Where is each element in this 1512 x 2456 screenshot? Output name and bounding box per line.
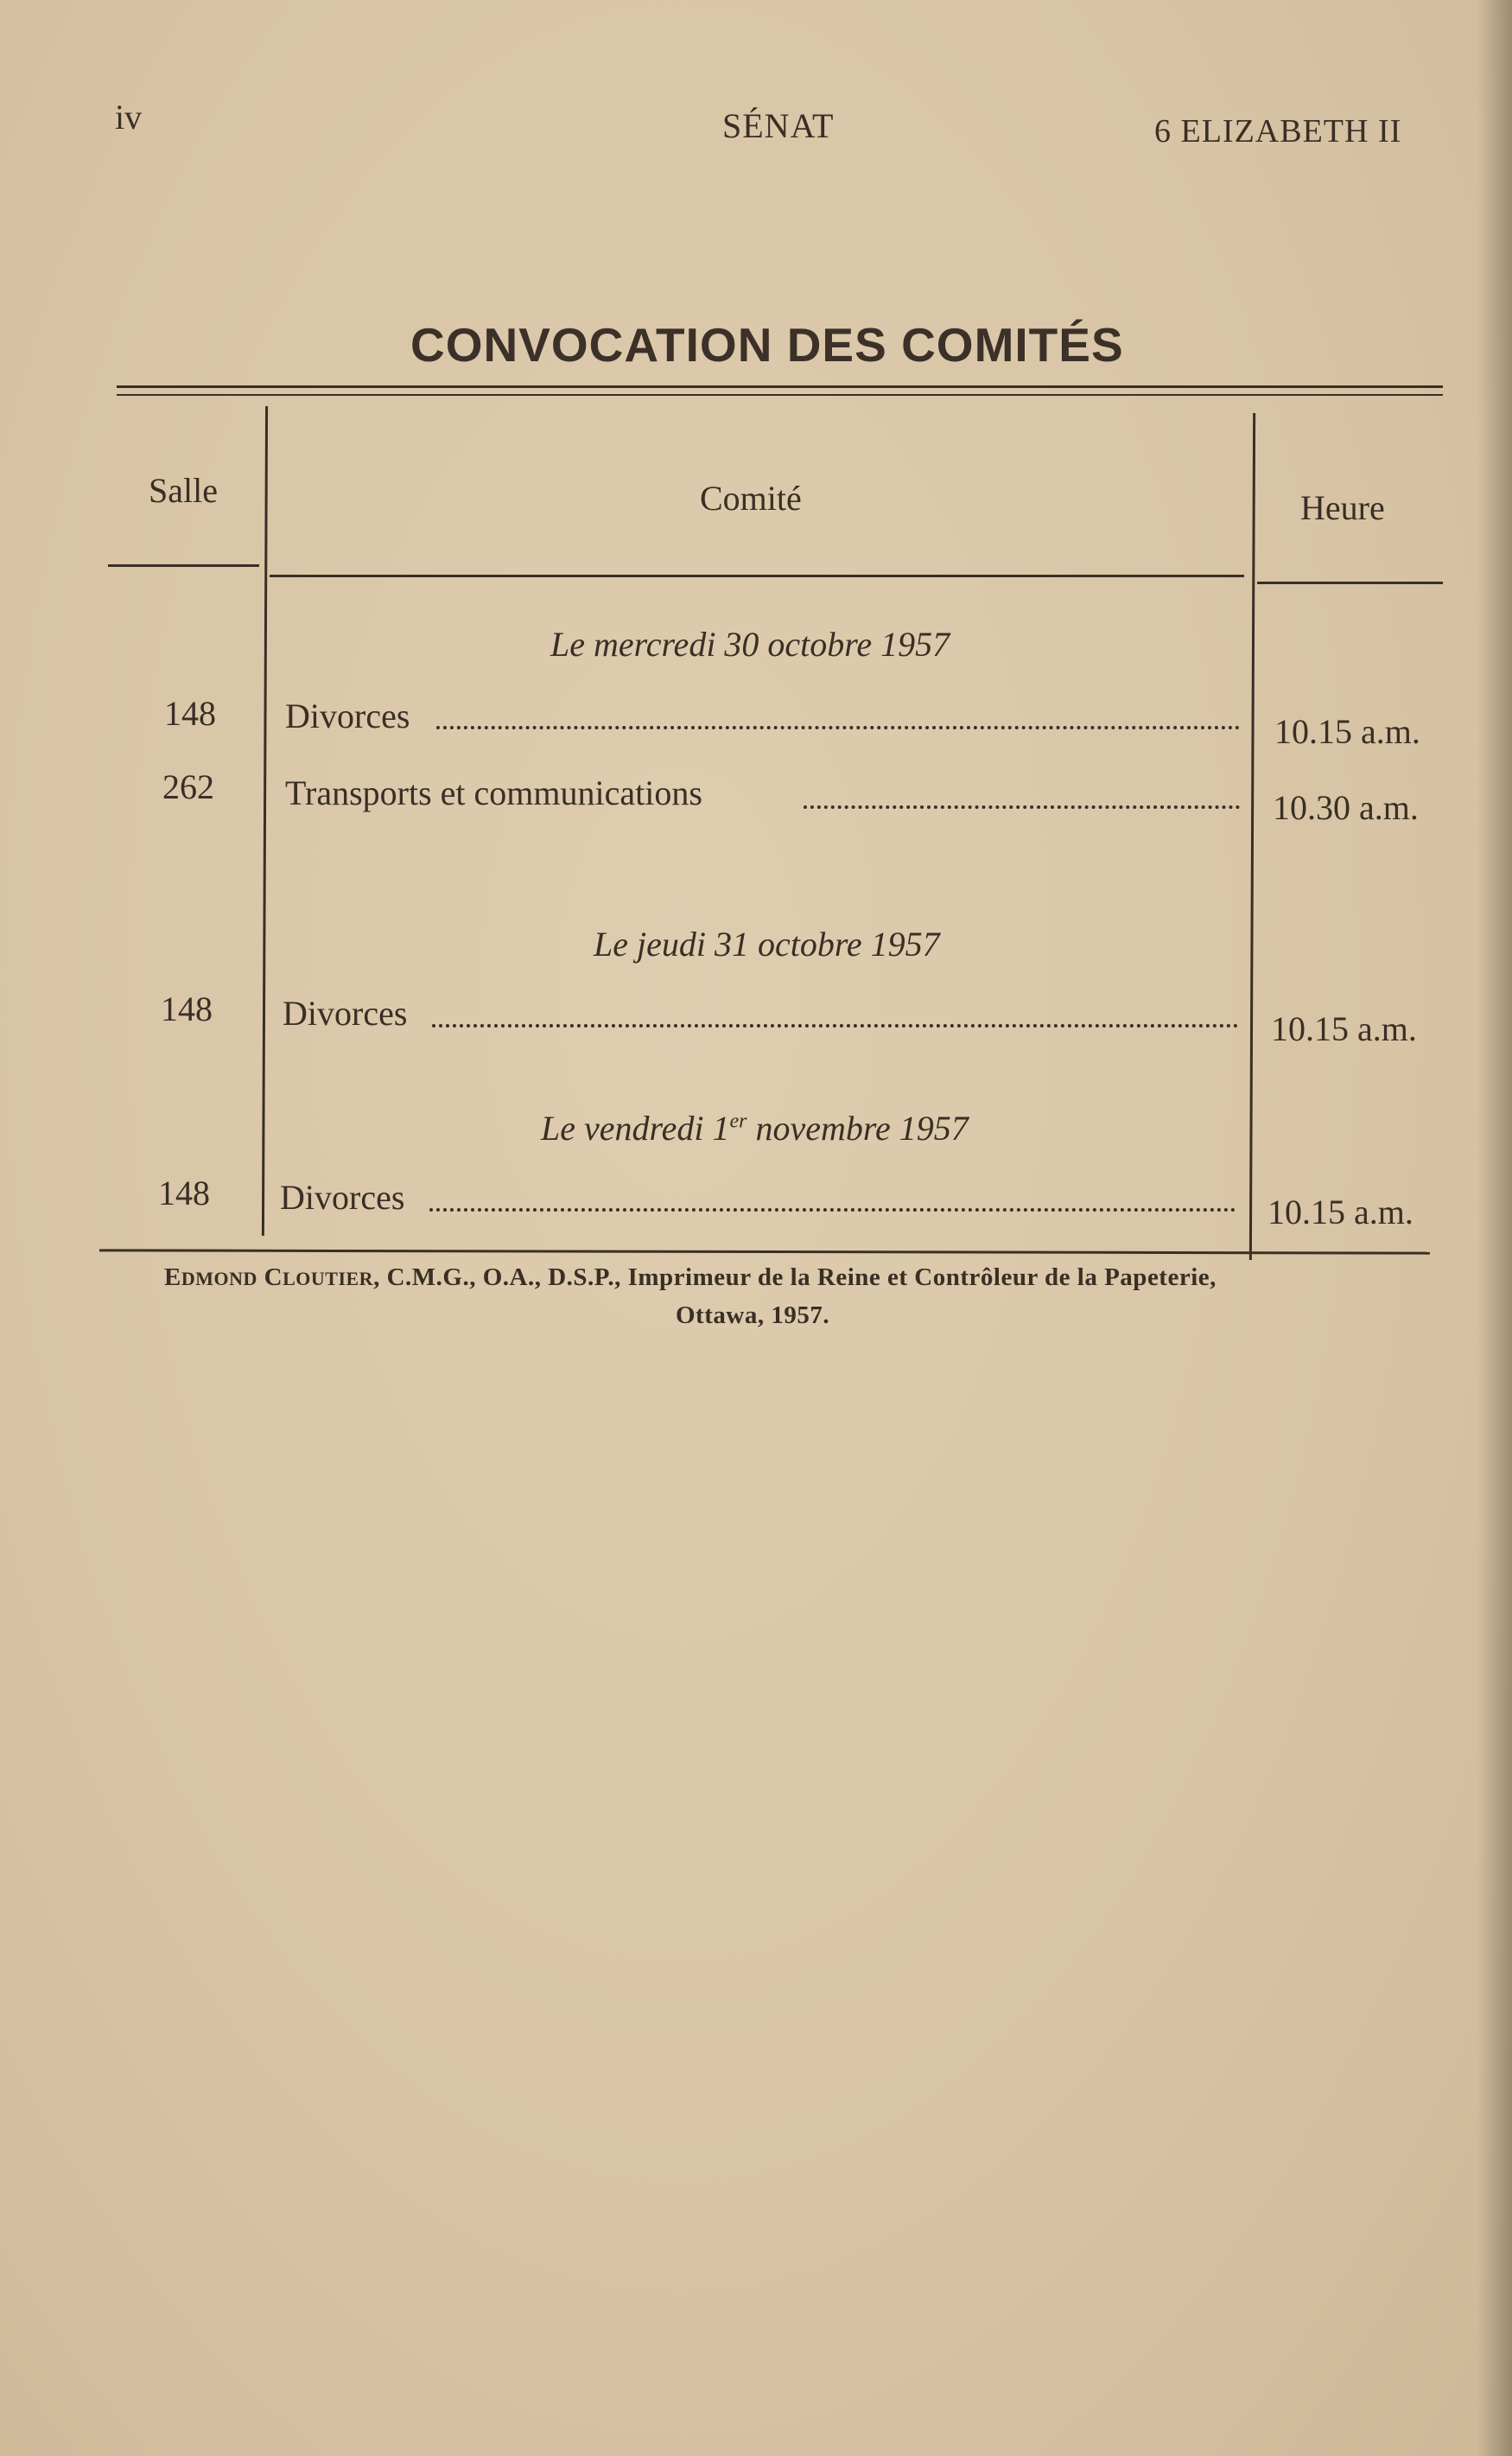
leader-dots xyxy=(429,1208,1236,1212)
header-rule-heure xyxy=(1257,582,1443,584)
table-bottom-rule xyxy=(99,1249,1430,1254)
date-heading: Le mercredi 30 octobre 1957 xyxy=(550,625,950,664)
imprint-smallcaps: DMOND xyxy=(181,1268,257,1289)
imprint-smallcaps: LOUTIER xyxy=(283,1268,374,1289)
date-heading xyxy=(541,1108,969,1148)
leader-dots xyxy=(804,805,1240,809)
page-title: CONVOCATION DES COMITÉS xyxy=(410,318,1124,372)
header-rule-salle xyxy=(108,564,259,567)
column-divider-left xyxy=(262,406,268,1236)
leader-dots xyxy=(436,726,1240,729)
salle-number: 262 xyxy=(162,767,214,806)
printer-imprint xyxy=(164,1263,1217,1292)
leader-dots xyxy=(432,1024,1238,1028)
date-heading: Le jeudi 31 octobre 1957 xyxy=(594,925,940,964)
date-superscript: er xyxy=(729,1110,747,1133)
title-rule-top xyxy=(117,385,1443,388)
committee-name: Transports et communications xyxy=(285,773,702,812)
imprint-initial: E xyxy=(164,1263,181,1291)
salle-number: 148 xyxy=(158,1174,210,1212)
title-rule-bottom xyxy=(117,394,1443,396)
meeting-time: 10.30 a.m. xyxy=(1273,788,1419,827)
printer-imprint-location: Ottawa, 1957. xyxy=(676,1301,830,1329)
date-text: Le vendredi 1 xyxy=(541,1109,730,1148)
column-header-salle: Salle xyxy=(149,471,218,510)
committee-name: Divorces xyxy=(280,1178,405,1217)
page-number: iv xyxy=(115,98,143,137)
committee-name: Divorces xyxy=(283,994,408,1033)
date-text: novembre 1957 xyxy=(746,1109,969,1148)
meeting-time: 10.15 a.m. xyxy=(1267,1193,1414,1231)
header-rule-comite xyxy=(270,575,1244,577)
salle-number: 148 xyxy=(164,694,216,733)
meeting-time: 10.15 a.m. xyxy=(1271,1009,1417,1048)
column-header-comite: Comité xyxy=(700,479,802,518)
imprint-initial: C xyxy=(264,1263,283,1291)
running-head: SÉNAT xyxy=(722,106,835,145)
imprint-text: , C.M.G., O.A., D.S.P., Imprimeur de la Reine et Contrôleur de la Papeterie, xyxy=(373,1263,1217,1291)
committee-name: Divorces xyxy=(285,697,410,735)
reign-year: 6 ELIZABETH II xyxy=(1154,113,1402,150)
column-divider-right xyxy=(1249,413,1255,1260)
column-header-heure: Heure xyxy=(1300,488,1385,527)
salle-number: 148 xyxy=(161,989,213,1028)
meeting-time: 10.15 a.m. xyxy=(1274,712,1420,751)
